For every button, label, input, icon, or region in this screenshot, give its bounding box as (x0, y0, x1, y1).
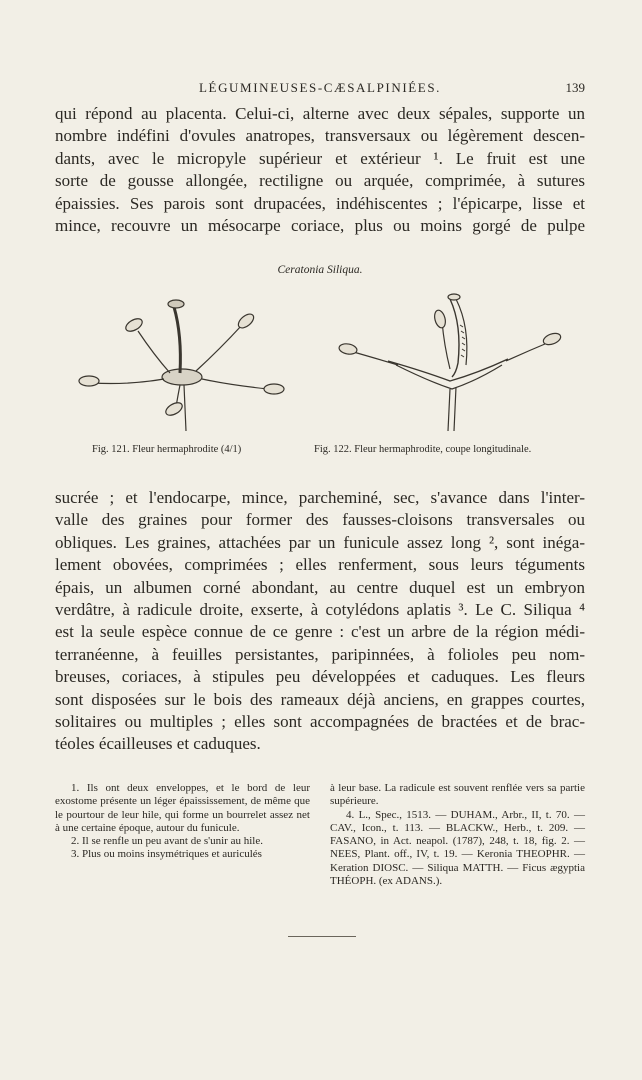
figure-title: Ceratonia Siliqua. (277, 264, 363, 276)
running-title: LÉGUMINEUSES-CÆSALPINIÉES. (198, 80, 442, 95)
footnotes-right-column (330, 782, 585, 888)
text-line: valle des graines pour former des fausses-cloisons transversales ou (55, 510, 585, 530)
footnotes-left-column (55, 782, 310, 862)
text-line: obliques. Les graines, attachées par un funicule assez long ², sont inéga- (55, 532, 585, 552)
text-line: solitaires ou multiples ; elles sont accompagnées de bractées et de brac- (55, 712, 585, 731)
text-line: verdâtre, à radicule droite, exserte, à cotylédons aplatis ³. Le C. Siliqua ⁴ (55, 600, 585, 619)
running-head (55, 80, 585, 100)
text-line: sorte de gousse allongée, rectiligne ou arquée, comprimée, à sutures (55, 171, 585, 191)
text-line: qui répond au placenta. Celui-ci, alterne avec deux sépales, supporte un (55, 104, 585, 123)
closing-rule (288, 936, 356, 937)
text-line: épais, un albumen corné abondant, au centre duquel est un embryon (55, 577, 585, 597)
text-line: nombre indéfini d'ovules anatropes, transversaux ou légèrement descen- (55, 126, 585, 146)
text-line: sucrée ; et l'endocarpe, mince, parcheminé, sec, s'avance dans l'inter- (55, 488, 585, 507)
footnote-2: 2. Il se renfle un peu avant de s'unir au hile. (71, 835, 263, 848)
text-line: mince, recouvre un mésocarpe coriace, plus ou moins gorgé de pulpe (55, 216, 585, 235)
text-line: épaissies. Ses parois sont drupacées, indéhiscentes ; l'épicarpe, lisse et (55, 193, 585, 213)
figure-illustrations (70, 285, 580, 435)
footnote-3: 3. Plus ou moins insymétriques et auriculés (71, 848, 262, 861)
page-number: 139 (565, 80, 585, 95)
flower-section-illustration-fig122 (338, 285, 578, 435)
footnote-3-continued: à leur base. La radicule est souvent renflée vers sa partie supérieure. (330, 782, 585, 808)
text-line: lement obovées, comprimées ; elles renferment, sous leurs téguments (55, 555, 585, 575)
flower-illustration-fig121 (70, 285, 310, 435)
footnote-1: 1. Ils ont deux enveloppes, et le bord de leur exostome présente un léger épaississement, de même que le pourtour de leur hile, qui forme un bourrelet assez net à une certaine époque, autour du funicule. (55, 782, 310, 834)
footnote-4: 4. L., Spec., 1513. — DUHAM., Arbr., II, t. 70. — CAV., Icon., t. 113. — BLACKW., Herb., t. 209. — FASANO, in Act. neapol. (1787), 248, t. 18, fig. 2. — NEES, Plant. off., IV, t. 19. — Keronia THEOPHR. — Keration DIOSC. — Siliqua MATTH. — Ficus ægyptia THÉOPH. (ex ADANS.). (330, 808, 585, 888)
text-line: est la seule espèce connue de ce genre : c'est un arbre de la région médi- (55, 622, 585, 642)
figure-121-caption: Fig. 121. Fleur hermaphrodite (4/1) (92, 444, 242, 455)
text-line: breuses, coriaces, à stipules peu développées et caduques. Les fleurs (55, 667, 585, 687)
text-line: dants, avec le micropyle supérieur et extérieur ¹. Le fruit est une (55, 148, 585, 168)
figure-122-caption: Fig. 122. Fleur hermaphrodite, coupe longitudinale. (314, 444, 532, 455)
text-line: sont disposées sur le bois des rameaux déjà anciens, en grappes courtes, (55, 689, 585, 709)
text-line: terranéenne, à feuilles persistantes, paripinnées, à folioles peu nom- (55, 644, 585, 664)
text-line: téoles écailleuses et caduques. (55, 734, 261, 754)
